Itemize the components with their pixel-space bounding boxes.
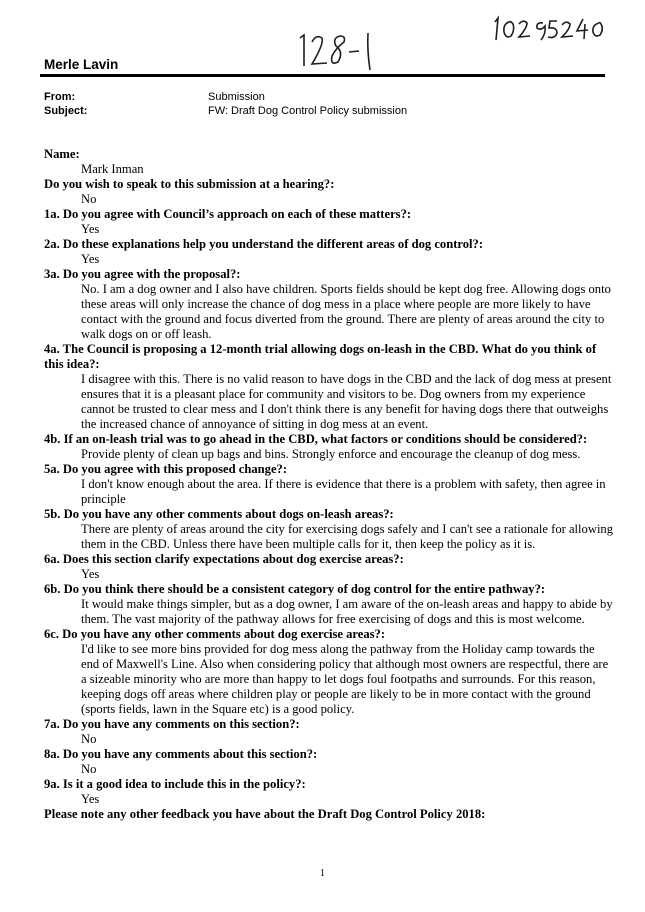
qa-block xyxy=(44,462,614,507)
question: 2a. Do these explanations help you understand the different areas of dog control?: xyxy=(44,237,484,251)
qa-block xyxy=(44,717,614,747)
answer: I'd like to see more bins provided for dog mess along the pathway from the Holiday camp towards the end of Maxwell's Line. Also when considering policy that although most owners are respectful, there are a sizeable minority who are more than happy to let dogs foul footpaths and surrounds. For this reason, keeping dogs off areas where children play or people are likely to be in more contact with the ground (sports fields, lawn in the Square etc) is a good policy. xyxy=(81,642,609,716)
qa-block xyxy=(44,627,614,717)
question: 4b. If an on-leash trial was to go ahead in the CBD, what factors or conditions should be considered?: xyxy=(44,432,588,446)
qa-block xyxy=(44,552,614,582)
question: 8a. Do you have any comments about this section?: xyxy=(44,747,318,761)
qa-block xyxy=(44,147,614,177)
from-label: From: xyxy=(44,91,76,103)
question: 7a. Do you have any comments on this section?: xyxy=(44,717,300,731)
qa-block xyxy=(44,207,614,237)
qa-block xyxy=(44,777,614,807)
page-number: 1 xyxy=(320,868,325,879)
answer: There are plenty of areas around the city for exercising dogs safely and I can't see a rationale for allowing them in the CBD. Unless there have been multiple calls for it, then keep the policy as it is. xyxy=(81,522,614,551)
header-divider xyxy=(40,74,605,77)
qa-block xyxy=(44,237,614,267)
submission-body xyxy=(44,147,614,822)
handwritten-reference-number xyxy=(294,30,380,72)
question: Please note any other feedback you have about the Draft Dog Control Policy 2018: xyxy=(44,807,486,821)
subject-value: FW: Draft Dog Control Policy submission xyxy=(208,105,408,117)
answer: No xyxy=(81,732,97,746)
answer: No. I am a dog owner and I also have children. Sports fields should be kept dog free. Allowing dogs onto these areas will only increase the chance of dog mess in a place where people are more likely to have contact with the ground and focus diverted from the ground. There are plenty of areas around the city to walk dogs on or off leash. xyxy=(81,282,611,341)
question: 5b. Do you have any other comments about dogs on-leash areas?: xyxy=(44,507,394,521)
question: 9a. Is it a good idea to include this in the policy?: xyxy=(44,777,306,791)
sender-name: Merle Lavin xyxy=(44,57,119,72)
qa-block xyxy=(44,267,614,342)
qa-block xyxy=(44,342,614,432)
question: 6b. Do you think there should be a consistent category of dog control for the entire pathway?: xyxy=(44,582,546,596)
qa-block xyxy=(44,432,614,462)
qa-block xyxy=(44,747,614,777)
question: 5a. Do you agree with this proposed change?: xyxy=(44,462,288,476)
answer: Yes xyxy=(81,222,100,236)
question: Name: xyxy=(44,147,80,161)
question: 1a. Do you agree with Council’s approach on each of these matters?: xyxy=(44,207,412,221)
question: 4a. The Council is proposing a 12-month trial allowing dogs on-leash in the CBD. What do you think of this idea?: xyxy=(44,342,597,371)
qa-block xyxy=(44,177,614,207)
answer: I disagree with this. There is no valid reason to have dogs in the CBD and the lack of dog mess at present ensures that it is a pleasant place for community and visitors to be. Dog owners from my experience cannot be trusted to clear mess and I don't think there is any benefit for having dogs there that outweighs the increased chance of annoyance of sitting in dog mess at an event. xyxy=(81,372,612,431)
answer: Mark Inman xyxy=(81,162,144,176)
question: 6a. Does this section clarify expectations about dog exercise areas?: xyxy=(44,552,404,566)
answer: Yes xyxy=(81,252,100,266)
answer: No xyxy=(81,762,97,776)
subject-label: Subject: xyxy=(44,105,88,117)
answer: Yes xyxy=(81,792,100,806)
answer: Yes xyxy=(81,567,100,581)
qa-block xyxy=(44,582,614,627)
answer: Provide plenty of clean up bags and bins. Strongly enforce and encourage the cleanup of dog mess. xyxy=(81,447,581,461)
question: Do you wish to speak to this submission at a hearing?: xyxy=(44,177,335,191)
answer: It would make things simpler, but as a dog owner, I am aware of the on-leash areas and happy to abide by them. The vast majority of the pathway allows for free exercising of dogs and this is most welcome. xyxy=(81,597,613,626)
question: 6c. Do you have any other comments about dog exercise areas?: xyxy=(44,627,386,641)
handwritten-document-id xyxy=(491,14,609,44)
qa-block xyxy=(44,807,614,822)
answer: No xyxy=(81,192,97,206)
from-value: Submission xyxy=(208,91,265,103)
qa-block xyxy=(44,507,614,552)
question: 3a. Do you agree with the proposal?: xyxy=(44,267,241,281)
answer: I don't know enough about the area. If there is evidence that there is a problem with safety, then agree in principle xyxy=(81,477,606,506)
